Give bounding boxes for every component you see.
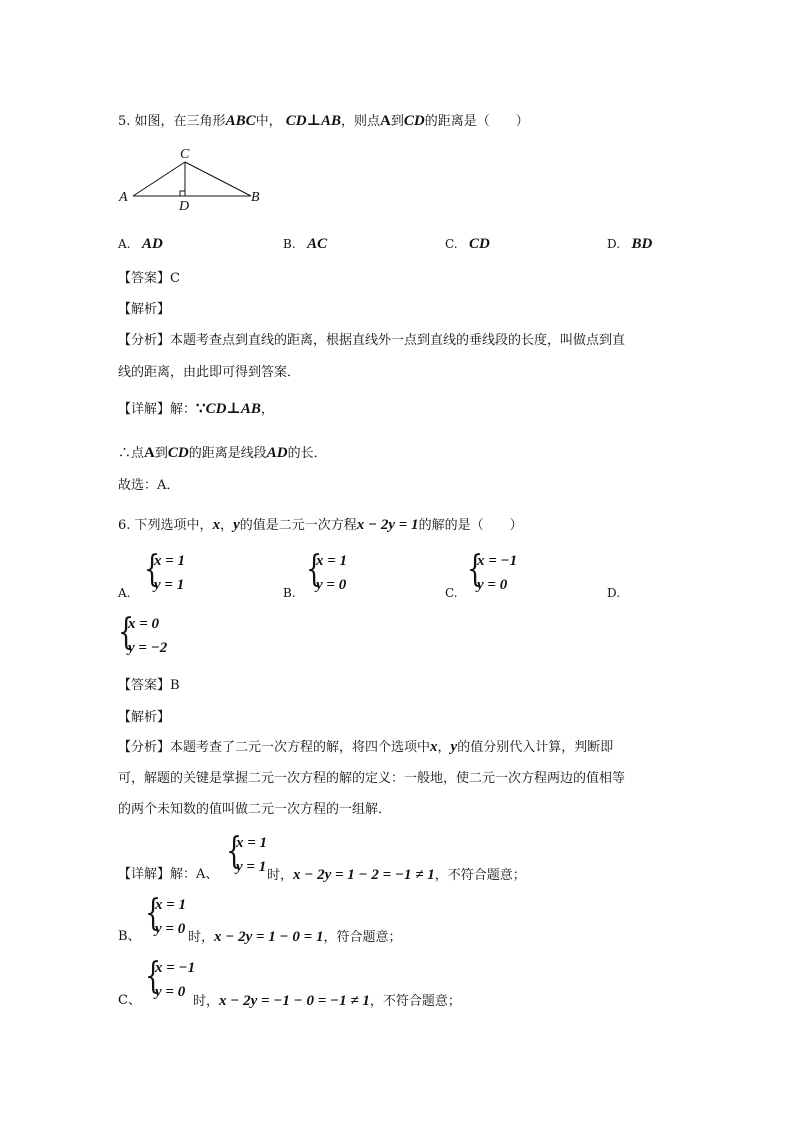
label-d: D xyxy=(179,199,190,212)
label-b: B xyxy=(251,190,260,205)
label-a: A xyxy=(119,190,128,205)
q5-option-b: B. AC xyxy=(283,236,328,252)
q6-detail-a-prefix: 【详解】解：A、 xyxy=(118,867,219,882)
q5-option-d: D. BD xyxy=(607,236,653,252)
q6-option-d-label: D. xyxy=(607,586,621,600)
q6-jiexi: 【解析】 xyxy=(118,710,171,725)
document-page: 5. 如图，在三角形ABC中， CD⊥AB，则点A到CD的距离是（ ） C A D B A. AD B. AC C. CD D. BD 【答案】C 【解析】 【分析】本题考查点到直线的距离，根据直线外一点到直线的垂线段的长度，叫做点到直 线的距离，由此即可得到答案． 【详解】解：∵CD⊥AB， ∴点A到CD的距离是线段AD的长． 故选：A． 6. 下列选项中，x，y的值是二元一次方程x − 2y = 1的解的是（ ） A. { x = 1 y = 1 B. { x = 1 y = 0 C. { x = −1 y = 0 D. { x = 0 y = −2 【答案】B 【解析】 【分析】本题考查了二元一次方程的解，将四个选项中x，y的值分别代入计算，判断即 可，解题的关键是掌握二元一次方程的解的定义：一般地，使二元一次方程两边的值相等 的两个未知数的值叫做二元一次方程的一组解． 【详解】解：A、 { x = 1 y = 1 时，x − 2y = 1 − 2 = −1 ≠ 1，不符合题意； B、 { x = 1 y = 0 时，x − 2y = 1 − 0 = 1，符合题意； C、 { x = −1 y = 0 时，x − 2y = −1 − 0 = −1 ≠ 1，不符合题意； xyxy=(0,0,794,1123)
q6-option-b-label: B. xyxy=(283,586,296,600)
q5-option-c: C. CD xyxy=(445,236,490,252)
q6-stem: 6. 下列选项中，x，y的值是二元一次方程x − 2y = 1的解的是（ ） xyxy=(118,517,523,533)
triangle-figure xyxy=(115,142,265,212)
q6-analysis-line2: 可，解题的关键是掌握二元一次方程的解的定义：一般地，使二元一次方程两边的值相等 xyxy=(118,771,626,786)
q6-detail-c-calc: 时，x − 2y = −1 − 0 = −1 ≠ 1，不符合题意； xyxy=(193,993,461,1009)
q5-jiexi: 【解析】 xyxy=(118,302,171,317)
q6-answer: 【答案】B xyxy=(118,678,180,693)
q5-detail: 【详解】解：∵CD⊥AB， xyxy=(118,401,274,417)
q5-option-a: A. AD xyxy=(118,236,163,252)
q5-analysis-line1: 【分析】本题考查点到直线的距离，根据直线外一点到直线的垂线段的长度，叫做点到直 xyxy=(118,333,626,348)
q5-answer: 【答案】C xyxy=(118,271,180,286)
q6-analysis-line3: 的两个未知数的值叫做二元一次方程的一组解． xyxy=(118,802,392,817)
q6-detail-c-prefix: C、 xyxy=(118,993,141,1008)
q5-choose: 故选：A． xyxy=(118,478,180,493)
q6-detail-a-calc: 时，x − 2y = 1 − 2 = −1 ≠ 1，不符合题意； xyxy=(267,867,526,883)
q6-detail-b-calc: 时，x − 2y = 1 − 0 = 1，符合题意； xyxy=(188,929,402,945)
label-c: C xyxy=(180,147,190,162)
q6-detail-b-prefix: B、 xyxy=(118,929,141,944)
q6-option-c-label: C. xyxy=(445,586,458,600)
q5-analysis-line2: 线的距离，由此即可得到答案． xyxy=(118,365,301,380)
q5-detail-conclusion: ∴点A到CD的距离是线段AD的长． xyxy=(118,445,327,461)
q5-stem: 5. 如图，在三角形ABC中， CD⊥AB，则点A到CD的距离是（ ） xyxy=(118,113,529,129)
q6-option-a-label: A. xyxy=(118,586,131,600)
q6-analysis-line1: 【分析】本题考查了二元一次方程的解，将四个选项中x，y的值分别代入计算，判断即 xyxy=(118,739,614,755)
